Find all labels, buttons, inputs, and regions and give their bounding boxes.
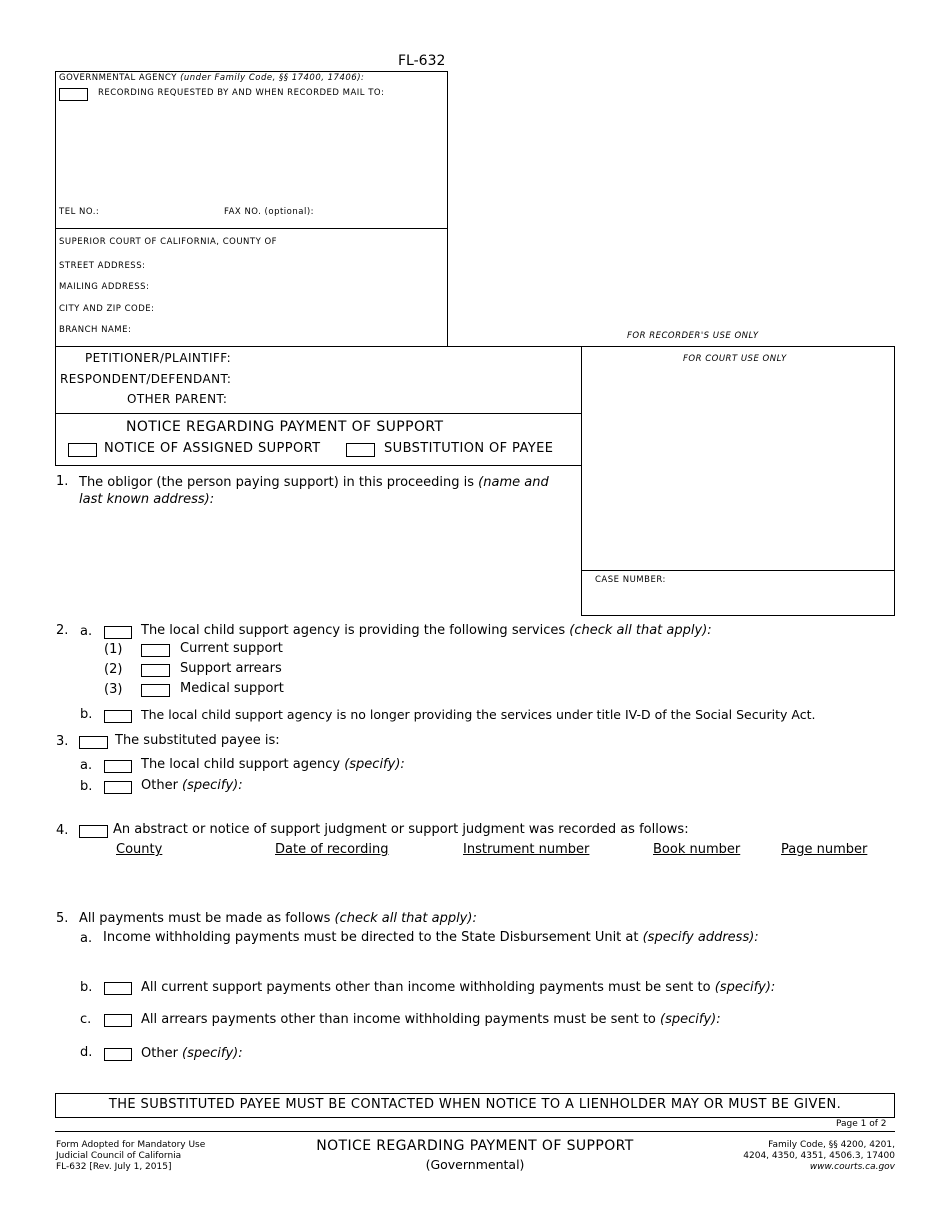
item1-text-main: The obligor (the person paying support) in this proceeding is	[79, 475, 479, 490]
footer-website-link[interactable]: www.courts.ca.gov	[809, 1162, 895, 1172]
petitioner-label: PETITIONER/PLAINTIFF:	[85, 351, 232, 365]
item2a-text	[141, 623, 712, 638]
assigned-support-label: NOTICE OF ASSIGNED SUPPORT	[104, 441, 321, 456]
item5-text	[79, 911, 477, 926]
court-use-label: FOR COURT USE ONLY	[683, 354, 787, 364]
footer-subtitle: (Governmental)	[425, 1157, 525, 1172]
notice-banner: THE SUBSTITUTED PAYEE MUST BE CONTACTED WHEN NOTICE TO A LIENHOLDER MAY OR MUST BE GIVEN.	[108, 1097, 842, 1112]
item5b-text-main: All current support payments other than income withholding payments must be sent to	[141, 980, 715, 995]
tel-label: TEL NO.:	[59, 207, 100, 217]
column-page-number: Page number	[781, 842, 868, 857]
item3-checkbox[interactable]	[79, 736, 108, 749]
recording-checkbox[interactable]	[59, 88, 88, 101]
city-zip-label: CITY AND ZIP CODE:	[59, 304, 155, 314]
item3a-letter: a.	[80, 758, 93, 773]
fax-label: FAX NO. (optional):	[224, 207, 315, 217]
agency-label-note: (under Family Code, §§ 17400, 17406):	[180, 73, 365, 83]
footer-left-2: Judicial Council of California	[56, 1151, 182, 1161]
item3a-checkbox[interactable]	[104, 760, 132, 773]
item5a-text-italic: (specify address):	[642, 930, 759, 945]
item5-text-italic: (check all that apply):	[334, 911, 477, 926]
item5c-checkbox[interactable]	[104, 1014, 132, 1027]
item5c-text-main: All arrears payments other than income withholding payments must be sent to	[141, 1012, 661, 1027]
item5b-letter: b.	[80, 980, 93, 995]
footer-right-1: Family Code, §§ 4200, 4201,	[768, 1140, 895, 1150]
branch-name-label: BRANCH NAME:	[59, 325, 132, 335]
item3a-text-italic: (specify):	[344, 757, 405, 772]
item5b-checkbox[interactable]	[104, 982, 132, 995]
item5a-text	[103, 930, 759, 945]
medical-support-checkbox[interactable]	[141, 684, 170, 697]
recording-label: RECORDING REQUESTED BY AND WHEN RECORDED MAIL TO:	[98, 88, 385, 98]
column-date-recording: Date of recording	[275, 842, 389, 857]
current-support-checkbox[interactable]	[141, 644, 170, 657]
item5a-letter: a.	[80, 931, 93, 946]
item2b-checkbox[interactable]	[104, 710, 132, 723]
item5c-letter: c.	[80, 1012, 92, 1027]
footer-right-2: 4204, 4350, 4351, 4506.3, 17400	[743, 1151, 895, 1161]
support-arrears-label: Support arrears	[180, 661, 282, 676]
case-number-label: CASE NUMBER:	[595, 575, 666, 585]
mailing-address-label: MAILING ADDRESS:	[59, 282, 150, 292]
support-arrears-checkbox[interactable]	[141, 664, 170, 677]
item2-number: 2.	[56, 623, 69, 638]
item5d-text	[141, 1046, 243, 1061]
item2a-checkbox[interactable]	[104, 626, 132, 639]
medical-support-label: Medical support	[180, 681, 284, 696]
item1-number: 1.	[56, 474, 69, 489]
item3-text: The substituted payee is:	[115, 733, 280, 748]
substitution-payee-checkbox[interactable]	[346, 443, 375, 457]
respondent-label: RESPONDENT/DEFENDANT:	[60, 372, 232, 386]
item4-checkbox[interactable]	[79, 825, 108, 838]
recorder-use-label: FOR RECORDER'S USE ONLY	[627, 331, 759, 341]
item5d-text-italic: (specify):	[182, 1046, 243, 1061]
column-book-number: Book number	[653, 842, 741, 857]
item4-text: An abstract or notice of support judgment or support judgment was recorded as follows:	[113, 822, 689, 837]
street-address-label: STREET ADDRESS:	[59, 261, 146, 271]
footer-left-3: FL-632 [Rev. July 1, 2015]	[56, 1162, 172, 1172]
item5-text-main: All payments must be made as follows	[79, 911, 335, 926]
item5a-text-main: Income withholding payments must be directed to the State Disbursement Unit at	[103, 930, 643, 945]
column-county: County	[116, 842, 163, 857]
item5d-text-main: Other	[141, 1046, 183, 1061]
item5b-text-italic: (specify):	[714, 980, 776, 995]
item2b-text: The local child support agency is no longer providing the services under title IV-D of the Social Security Act.	[141, 707, 816, 722]
item2a-text-italic: (check all that apply):	[569, 623, 712, 638]
item2a1-number: (1)	[104, 642, 123, 657]
assigned-support-checkbox[interactable]	[68, 443, 97, 457]
form-number: FL-632	[398, 53, 446, 69]
item2a3-number: (3)	[104, 682, 123, 697]
footer-divider	[55, 1131, 895, 1132]
item2a-text-main: The local child support agency is providing the following services	[141, 623, 570, 638]
item3-number: 3.	[56, 734, 69, 749]
item1-text-italic: (name and last known address):	[79, 475, 549, 507]
agency-label	[59, 73, 364, 83]
court-title: SUPERIOR COURT OF CALIFORNIA, COUNTY OF	[59, 237, 278, 247]
footer-left-1: Form Adopted for Mandatory Use	[56, 1140, 206, 1150]
page-number: Page 1 of 2	[836, 1119, 887, 1129]
agency-label-text: GOVERNMENTAL AGENCY	[59, 73, 177, 83]
current-support-label: Current support	[180, 641, 283, 656]
item5c-text-italic: (specify):	[660, 1012, 721, 1027]
item2b-letter: b.	[80, 707, 93, 722]
item2a-letter: a.	[80, 624, 93, 639]
item5b-text	[141, 980, 775, 995]
column-instrument-number: Instrument number	[463, 842, 590, 857]
item5d-checkbox[interactable]	[104, 1048, 132, 1061]
substitution-payee-label: SUBSTITUTION OF PAYEE	[384, 441, 554, 456]
item3a-text-main: The local child support agency	[141, 757, 345, 772]
other-parent-label: OTHER PARENT:	[127, 392, 228, 406]
item3b-checkbox[interactable]	[104, 781, 132, 794]
court-use-box	[581, 346, 895, 571]
item5c-text	[141, 1012, 721, 1027]
item3b-text-main: Other	[141, 778, 183, 793]
item3b-text-italic: (specify):	[182, 778, 243, 793]
item3a-text	[141, 757, 405, 772]
item4-number: 4.	[56, 823, 69, 838]
form-title: NOTICE REGARDING PAYMENT OF SUPPORT	[126, 419, 444, 435]
item5-number: 5.	[56, 911, 69, 926]
item5d-letter: d.	[80, 1045, 93, 1060]
item3b-text	[141, 778, 243, 793]
item1-text	[79, 474, 559, 508]
item2a2-number: (2)	[104, 662, 123, 677]
item3b-letter: b.	[80, 779, 93, 794]
footer-title: NOTICE REGARDING PAYMENT OF SUPPORT	[316, 1138, 634, 1154]
